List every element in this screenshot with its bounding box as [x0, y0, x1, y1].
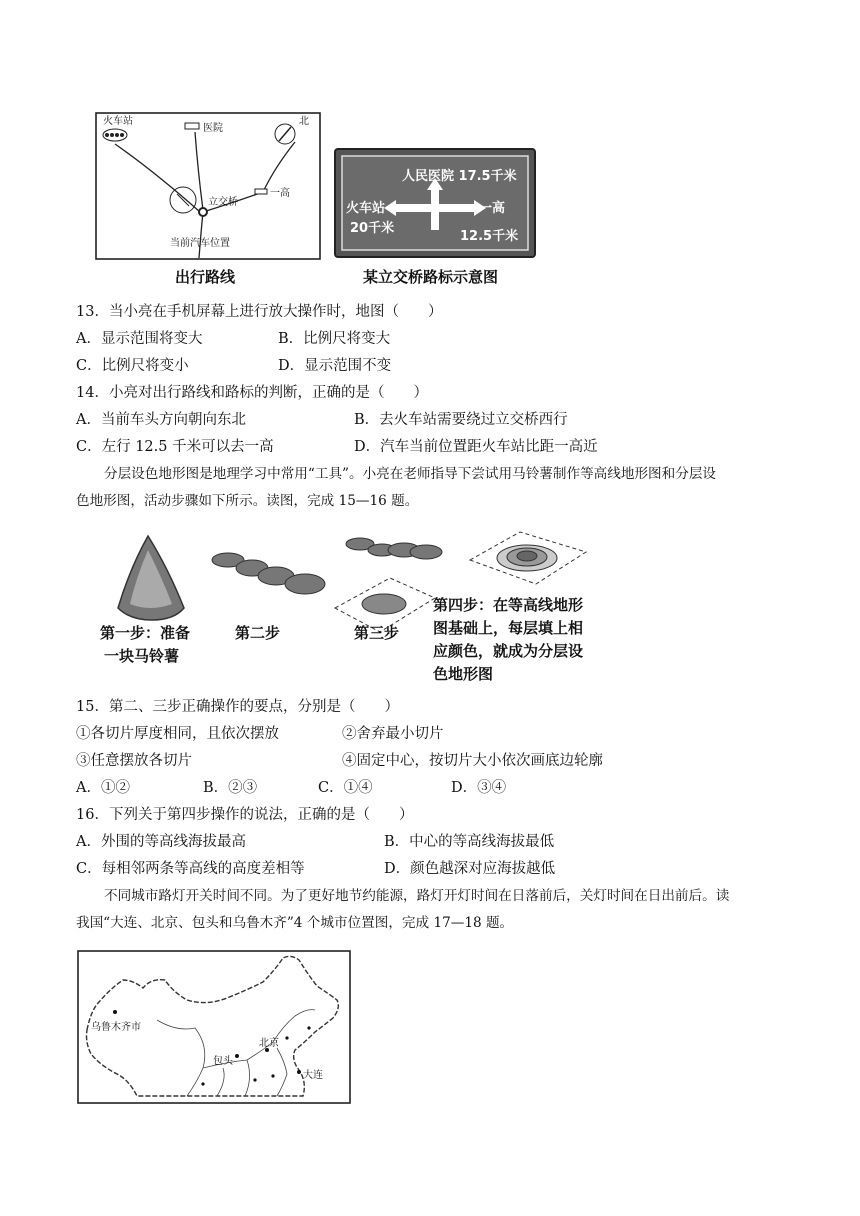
- dalian-dot: [297, 1070, 301, 1074]
- sign-left-label-1: 火车站: [346, 201, 386, 216]
- q15-statement-1: ①各切片厚度相同，且依次摆放: [76, 726, 279, 742]
- china-city-map: [77, 950, 351, 1104]
- interchange-label: 立交桥: [208, 197, 238, 208]
- q13-option-b: B．比例尺将变大: [278, 331, 391, 347]
- school-icon: [255, 189, 267, 194]
- q14-option-a: A．当前车头方向朝向东北: [76, 412, 246, 428]
- intro-17-18-line2: 我国“大连、北京、包头和乌鲁木齐”4 个城市位置图，完成 17—18 题。: [76, 915, 514, 931]
- sign-right-label-1: 一高: [479, 201, 506, 216]
- sign-right-label-2: 12.5千米: [460, 229, 519, 244]
- school-label: 一高: [270, 188, 290, 199]
- q13-option-d: D．显示范围不变: [278, 358, 392, 374]
- step4-label-line2: 图基础上，每层填上相: [433, 619, 584, 637]
- q14-option-c: C．左行 12.5 千米可以去一高: [76, 439, 274, 455]
- step1-label-line2: 一块马铃薯: [104, 647, 180, 665]
- step2-label: 第二步: [235, 624, 281, 642]
- q16-option-c: C．每相邻两条等高线的高度差相等: [76, 861, 305, 877]
- q15-option-a: A．①②: [76, 780, 130, 796]
- intro-17-18-line1: 不同城市路灯开关时间不同。为了更好地节约能源，路灯开灯时间在日落前后，关灯时间在日出前后。读: [104, 888, 730, 904]
- baotou-dot: [235, 1054, 239, 1058]
- step4-label-line1: 第四步：在等高线地形: [433, 596, 584, 614]
- q15-option-c: C．①④: [318, 780, 373, 796]
- q14-option-d: D．汽车当前位置距火车站比距一高近: [354, 439, 598, 455]
- q16-option-d: D．颜色越深对应海拔越低: [384, 861, 556, 877]
- step4-label-line3: 应颜色，就成为分层设: [433, 642, 584, 660]
- q15-statement-4: ④固定中心，按切片大小依次画底边轮廓: [342, 753, 603, 769]
- interchange-icon: [199, 208, 207, 216]
- urumqi-dot: [113, 1010, 117, 1014]
- step4-label-line4: 色地形图: [433, 665, 494, 683]
- china-city-map-figure: [77, 950, 351, 1104]
- q15-option-d: D．③④: [451, 780, 507, 796]
- q14-stem: 14．小亮对出行路线和路标的判断，正确的是（ ）: [76, 385, 428, 401]
- hospital-label: 医院: [203, 123, 223, 134]
- dalian-label: 大连: [303, 1070, 323, 1081]
- beijing-label: 北京: [259, 1038, 279, 1049]
- q16-option-b: B．中心的等高线海拔最低: [384, 834, 555, 850]
- q15-option-b: B．②③: [203, 780, 258, 796]
- route-map-caption: 出行路线: [175, 268, 236, 286]
- sign-top-label: 人民医院 17.5千米: [402, 169, 517, 184]
- route-map: [95, 112, 321, 260]
- train-station-icon: [103, 129, 127, 141]
- road-sign: [334, 148, 536, 258]
- hospital-icon: [185, 123, 199, 129]
- intro-15-16-line1: 分层设色地形图是地理学习中常用“工具”。小亮在老师指导下尝试用马铃薯制作等高线地形图和分层设: [104, 466, 717, 482]
- north-label: 北: [299, 116, 309, 127]
- train-station-label: 火车站: [103, 116, 133, 127]
- step3-label: 第三步: [354, 624, 400, 642]
- q14-option-b: B．去火车站需要绕过立交桥西行: [354, 412, 568, 428]
- road-sign-figure: [334, 148, 536, 258]
- route-map-figure: [95, 112, 321, 260]
- q13-stem: 13．当小亮在手机屏幕上进行放大操作时，地图（ ）: [76, 304, 443, 320]
- road-sign-caption: 某立交桥路标示意图: [363, 268, 499, 286]
- step1-label-line1: 第一步：准备: [100, 624, 191, 642]
- q15-stem: 15．第二、三步正确操作的要点，分别是（ ）: [76, 699, 399, 715]
- q13-option-c: C．比例尺将变小: [76, 358, 189, 374]
- intro-15-16-line2: 色地形图，活动步骤如下所示。读图，完成 15—16 题。: [76, 493, 419, 509]
- baotou-label: 包头: [213, 1056, 233, 1067]
- urumqi-label: 乌鲁木齐市: [91, 1022, 141, 1033]
- q13-option-a: A．显示范围将变大: [76, 331, 203, 347]
- q15-statement-2: ②舍弃最小切片: [342, 726, 444, 742]
- q16-option-a: A．外围的等高线海拔最高: [76, 834, 246, 850]
- q15-statement-3: ③任意摆放各切片: [76, 753, 192, 769]
- sign-left-label-2: 20千米: [350, 221, 395, 236]
- car-position-label: 当前汽车位置: [170, 238, 230, 249]
- q16-stem: 16．下列关于第四步操作的说法，正确的是（ ）: [76, 807, 414, 823]
